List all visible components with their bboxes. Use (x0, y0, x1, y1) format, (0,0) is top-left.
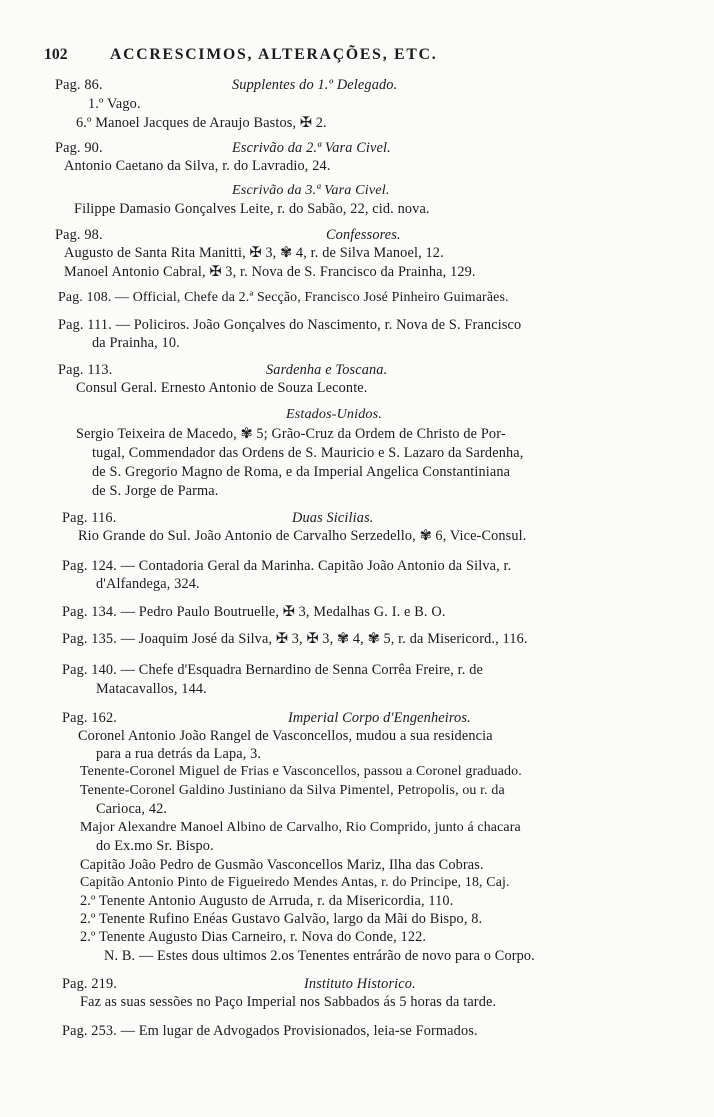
entry-line: 2.º Tenente Rufino Enéas Gustavo Galvão, largo da Mãi do Bispo, 8. (80, 911, 483, 927)
entry-line: Carioca, 42. (96, 801, 168, 817)
page-reference: Pag. 219. (62, 976, 117, 992)
entry-line: 6.º Manoel Jacques de Araujo Bastos, ✠ 2. (76, 115, 327, 131)
page-reference: Pag. 98. (55, 227, 103, 243)
entry-line: Pag. 111. — Policiros. João Gonçalves do Nascimento, r. Nova de S. Francisco (58, 317, 522, 333)
entry-line: Matacavallos, 144. (96, 681, 207, 697)
entry-line: d'Alfandega, 324. (96, 576, 200, 592)
entry-line: Filippe Damasio Gonçalves Leite, r. do Sabão, 22, cid. nova. (74, 201, 430, 217)
entry-line: Pag. 140. — Chefe d'Esquadra Bernardino de Senna Corrêa Freire, r. de (62, 662, 484, 678)
entry-line: Manoel Antonio Cabral, ✠ 3, r. Nova de S. Francisco da Prainha, 129. (64, 264, 476, 280)
entry-line: Pag. 135. — Joaquim José da Silva, ✠ 3, ✠ 3, ✾ 4, ✾ 5, r. da Misericord., 116. (62, 631, 528, 647)
entry-line: de S. Gregorio Magno de Roma, e da Imperial Angelica Constantiniana (92, 464, 511, 480)
entry-line: Tenente-Coronel Galdino Justiniano da Silva Pimentel, Petropolis, ou r. da (80, 783, 505, 798)
section-heading: Escrivão da 3.ª Vara Civel. (232, 182, 390, 198)
note-line: N. B. — Estes dous ultimos 2.os Tenentes entrárão de novo para o Corpo. (104, 948, 535, 964)
page-reference: Pag. 86. (55, 77, 103, 93)
entry-line: Coronel Antonio João Rangel de Vasconcellos, mudou a sua residencia (78, 728, 493, 744)
entry-line: Rio Grande do Sul. João Antonio de Carvalho Serzedello, ✾ 6, Vice-Consul. (78, 528, 527, 544)
entry-line: Capitão Antonio Pinto de Figueiredo Mendes Antas, r. do Principe, 18, Caj. (80, 875, 510, 890)
entry-line: Tenente-Coronel Miguel de Frias e Vasconcellos, passou a Coronel graduado. (80, 764, 522, 779)
entry-line: tugal, Commendador das Ordens de S. Mauricio e S. Lazaro da Sardenha, (92, 445, 524, 461)
section-heading: Supplentes do 1.º Delegado. (232, 77, 398, 93)
page-reference: Pag. 116. (62, 510, 117, 526)
page-number: 102 (44, 46, 68, 63)
entry-line: Pag. 108. — Official, Chefe da 2.ª Secção, Francisco José Pinheiro Guimarães. (58, 290, 509, 305)
entry-line: 2.º Tenente Augusto Dias Carneiro, r. Nova do Conde, 122. (80, 929, 427, 945)
entry-line: de S. Jorge de Parma. (92, 483, 219, 499)
section-heading: Sardenha e Toscana. (266, 362, 388, 378)
page-reference: Pag. 90. (55, 140, 103, 156)
section-heading: Confessores. (326, 227, 401, 243)
entry-line: Faz as suas sessões no Paço Imperial nos Sabbados ás 5 horas da tarde. (80, 994, 497, 1010)
entry-line: Consul Geral. Ernesto Antonio de Souza Leconte. (76, 380, 368, 396)
entry-line: Augusto de Santa Rita Manitti, ✠ 3, ✾ 4, r. de Silva Manoel, 12. (64, 245, 444, 261)
section-heading: Instituto Historico. (304, 976, 416, 992)
entry-line: do Ex.mo Sr. Bispo. (96, 838, 214, 854)
entry-line: 1.º Vago. (88, 96, 141, 112)
entry-line: Sergio Teixeira de Macedo, ✾ 5; Grão-Cruz da Ordem de Christo de Por- (76, 426, 506, 442)
page-reference: Pag. 162. (62, 710, 117, 726)
page-reference: Pag. 113. (58, 362, 113, 378)
entry-line: Pag. 134. — Pedro Paulo Boutruelle, ✠ 3, Medalhas G. I. e B. O. (62, 604, 446, 620)
entry-line: da Prainha, 10. (92, 335, 180, 351)
entry-line: Antonio Caetano da Silva, r. do Lavradio, 24. (64, 158, 331, 174)
section-heading: Imperial Corpo d'Engenheiros. (288, 710, 471, 726)
section-heading: Estados-Unidos. (286, 406, 382, 422)
entry-line: Capitão João Pedro de Gusmão Vasconcellos Mariz, Ilha das Cobras. (80, 857, 484, 873)
section-heading: Duas Sicilias. (292, 510, 374, 526)
entry-line: 2.º Tenente Antonio Augusto de Arruda, r. da Misericordia, 110. (80, 893, 454, 909)
entry-line: para a rua detrás da Lapa, 3. (96, 746, 262, 762)
section-heading: Escrivão da 2.ª Vara Civel. (232, 140, 391, 156)
entry-line: Pag. 253. — Em lugar de Advogados Provisionados, leia-se Formados. (62, 1023, 478, 1039)
page-title: ACCRESCIMOS, ALTERAÇÕES, ETC. (110, 46, 438, 63)
entry-line: Major Alexandre Manoel Albino de Carvalho, Rio Comprido, junto á chacara (80, 820, 521, 835)
entry-line: Pag. 124. — Contadoria Geral da Marinha. Capitão João Antonio da Silva, r. (62, 558, 512, 574)
